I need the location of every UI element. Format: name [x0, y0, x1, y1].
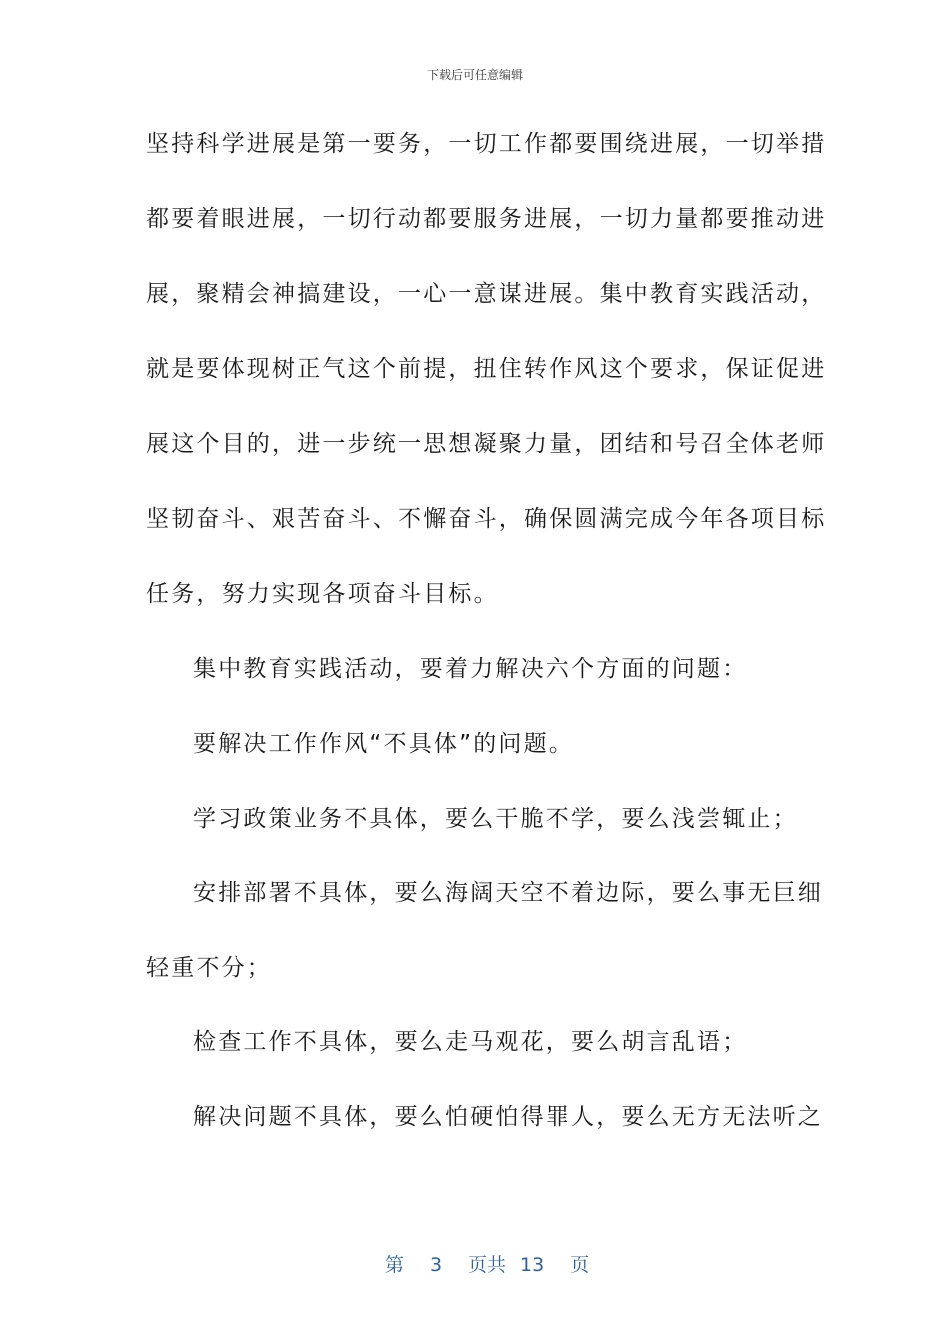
paragraph-line: 坚持科学进展是第一要务，一切工作都要围绕进展，一切举措: [146, 131, 827, 157]
paragraph-line: 都要着眼进展，一切行动都要服务进展，一切力量都要推动进: [146, 206, 827, 232]
paragraph-line: 集中教育实践活动，要着力解决六个方面的问题：: [193, 656, 748, 682]
footer-prefix: 第: [384, 1254, 404, 1276]
paragraph-line: 安排部署不具体，要么海阔天空不着边际，要么事无巨细: [193, 880, 823, 906]
footer-suffix: 页: [570, 1254, 590, 1276]
paragraph-line: 就是要体现树正气这个前提，扭住转作风这个要求，保证促进: [146, 356, 827, 382]
current-page-number: 3: [429, 1254, 443, 1276]
paragraph-line: 任务，努力实现各项奋斗目标。: [146, 581, 499, 607]
paragraph-line: 检查工作不具体，要么走马观花，要么胡言乱语；: [193, 1029, 748, 1055]
total-pages-number: 13: [520, 1254, 545, 1276]
footer-mid: 页共: [468, 1254, 507, 1276]
paragraph-line: 展这个目的，进一步统一思想凝聚力量，团结和号召全体老师: [146, 431, 827, 457]
header-note: 下载后可任意编辑: [426, 68, 523, 82]
paragraph-line: 展，聚精会神搞建设，一心一意谋进展。集中教育实践活动，: [146, 281, 827, 307]
page-number-footer: [0, 1226, 950, 1304]
paragraph-line: 要解决工作作风“不具体”的问题。: [193, 731, 575, 757]
paragraph-line: 学习政策业务不具体，要么干脆不学，要么浅尝辄止；: [193, 806, 798, 832]
paragraph-line: 解决问题不具体，要么怕硬怕得罪人，要么无方无法听之: [193, 1104, 823, 1130]
paragraph-line: 轻重不分；: [146, 955, 272, 981]
paragraph-line: 坚韧奋斗、艰苦奋斗、不懈奋斗，确保圆满完成今年各项目标: [146, 506, 827, 532]
